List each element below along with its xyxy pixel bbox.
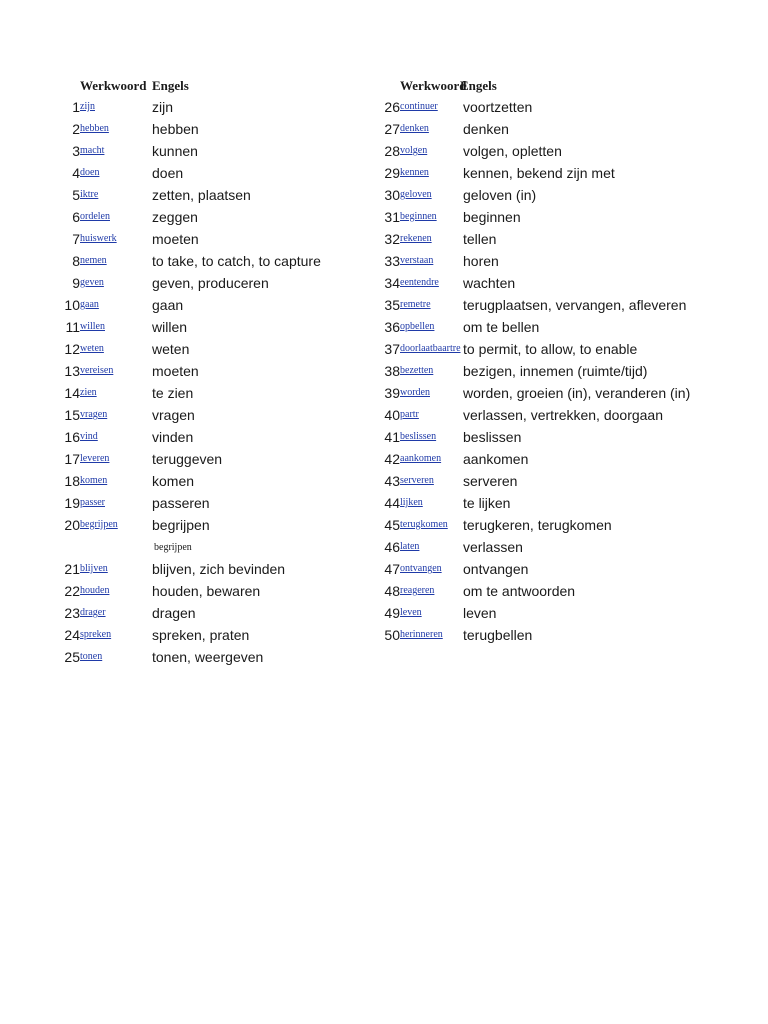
verb-link[interactable]: komen	[80, 475, 108, 486]
item-number: 35	[384, 297, 400, 313]
translation-text: geloven (in)	[463, 187, 537, 203]
translation-text: denken	[463, 121, 509, 137]
translation-text: om te bellen	[463, 319, 540, 335]
item-number: 24	[64, 627, 80, 643]
translation-text: moeten	[152, 231, 199, 247]
translation-text: spreken, praten	[152, 627, 250, 643]
item-number: 36	[384, 319, 400, 335]
header-engels: Engels	[460, 78, 497, 93]
item-number: 45	[384, 517, 400, 533]
translation-text: voortzetten	[463, 99, 533, 115]
item-number: 14	[64, 385, 80, 401]
translation-text: om te antwoorden	[463, 583, 576, 599]
verb-link[interactable]: terugkomen	[400, 519, 448, 530]
item-number: 15	[64, 407, 80, 423]
verb-link[interactable]: vind	[80, 431, 98, 442]
verb-link[interactable]: leven	[400, 607, 422, 618]
item-number: 25	[64, 649, 80, 665]
translation-text: zijn	[152, 99, 174, 115]
item-number: 28	[384, 143, 400, 159]
translation-text: to take, to catch, to capture	[152, 253, 321, 269]
translation-text: terugkeren, terugkomen	[463, 517, 612, 533]
item-number: 7	[72, 231, 80, 247]
translation-text: kennen, bekend zijn met	[463, 165, 615, 181]
verb-link[interactable]: partr	[400, 409, 419, 420]
translation-text: worden, groeien (in), veranderen (in)	[463, 385, 691, 401]
item-number: 47	[384, 561, 400, 577]
item-number: 4	[72, 165, 80, 181]
item-number: 12	[64, 341, 80, 357]
verb-link[interactable]: iktre	[80, 189, 99, 200]
verb-link[interactable]: bezetten	[400, 365, 434, 376]
item-number: 32	[384, 231, 400, 247]
verb-link[interactable]: ordelen	[80, 211, 110, 222]
verb-link[interactable]: hebben	[80, 123, 109, 134]
verb-link[interactable]: aankomen	[400, 453, 442, 464]
verb-link[interactable]: passer	[80, 497, 105, 508]
translation-text: tonen, weergeven	[152, 649, 264, 665]
translation-text: ontvangen	[463, 561, 529, 577]
verb-link[interactable]: beslissen	[400, 431, 437, 442]
item-number: 20	[64, 517, 80, 533]
verb-link[interactable]: leveren	[80, 453, 110, 464]
verb-link[interactable]: zien	[80, 387, 97, 398]
item-number: 22	[64, 583, 80, 599]
verb-link[interactable]: huiswerk	[80, 233, 117, 244]
item-number: 3	[72, 143, 80, 159]
translation-text: to permit, to allow, to enable	[463, 341, 638, 357]
item-number: 46	[384, 539, 400, 555]
verb-link[interactable]: beginnen	[400, 211, 437, 222]
item-number: 49	[384, 605, 400, 621]
verb-link[interactable]: begrijpen	[80, 519, 118, 530]
item-number: 21	[64, 561, 80, 577]
item-number: 8	[72, 253, 80, 269]
verb-link[interactable]: herinneren	[400, 629, 443, 640]
translation-text: geven, produceren	[152, 275, 269, 291]
item-number: 9	[72, 275, 80, 291]
translation-text: weten	[152, 341, 190, 357]
item-number: 6	[72, 209, 80, 225]
verb-link[interactable]: remetre	[400, 299, 431, 310]
item-number: 43	[384, 473, 400, 489]
translation-text: teruggeven	[152, 451, 223, 467]
item-number: 31	[384, 209, 400, 225]
verb-link[interactable]: eentendre	[400, 277, 439, 288]
item-number: 33	[384, 253, 400, 269]
translation-text: dragen	[152, 605, 196, 621]
item-number: 1	[72, 99, 80, 115]
translation-text: te lijken	[463, 495, 511, 511]
item-number: 41	[384, 429, 400, 445]
item-number: 29	[384, 165, 400, 181]
translation-text: horen	[463, 253, 499, 269]
verb-link[interactable]: reageren	[400, 585, 435, 596]
verb-link[interactable]: nemen	[80, 255, 107, 266]
translation-text: kunnen	[152, 143, 198, 159]
translation-text: willen	[152, 319, 188, 335]
item-number: 17	[64, 451, 80, 467]
item-number: 30	[384, 187, 400, 203]
translation-text: terugplaatsen, vervangen, afleveren	[463, 297, 687, 313]
verb-link[interactable]: gaan	[80, 299, 99, 310]
item-number: 39	[384, 385, 400, 401]
translation-text: moeten	[152, 363, 199, 379]
sub-note-text: begrijpen	[154, 542, 192, 553]
translation-text: tellen	[463, 231, 497, 247]
verb-link[interactable]: worden	[400, 387, 430, 398]
translation-text: blijven, zich bevinden	[152, 561, 286, 577]
verb-link[interactable]: continuer	[400, 101, 438, 112]
verb-link[interactable]: ontvangen	[400, 563, 442, 574]
item-number: 44	[384, 495, 400, 511]
item-number: 16	[64, 429, 80, 445]
verb-link[interactable]: kennen	[400, 167, 429, 178]
translation-text: passeren	[152, 495, 210, 511]
item-number: 38	[384, 363, 400, 379]
translation-text: gaan	[152, 297, 184, 313]
verb-link[interactable]: opbellen	[400, 321, 435, 332]
verb-link[interactable]: spreken	[80, 629, 112, 640]
translation-text: verlassen, vertrekken, doorgaan	[463, 407, 663, 423]
translation-text: volgen, opletten	[463, 143, 562, 159]
verb-link[interactable]: vragen	[80, 409, 108, 420]
verb-link[interactable]: blijven	[80, 563, 108, 574]
verb-link[interactable]: lijken	[400, 497, 423, 508]
item-number: 5	[72, 187, 80, 203]
verb-link[interactable]: geven	[80, 277, 104, 288]
item-number: 50	[384, 627, 400, 643]
translation-text: verlassen	[463, 539, 523, 555]
translation-text: wachten	[463, 275, 516, 291]
translation-text: beslissen	[463, 429, 522, 445]
item-number: 23	[64, 605, 80, 621]
item-number: 18	[64, 473, 80, 489]
item-number: 48	[384, 583, 400, 599]
verb-link[interactable]: doorlaatbaartre	[400, 343, 461, 354]
translation-text: terugbellen	[463, 627, 533, 643]
verb-link[interactable]: geloven	[400, 189, 432, 200]
translation-text: zeggen	[152, 209, 198, 225]
verb-link[interactable]: willen	[80, 321, 105, 332]
translation-text: serveren	[463, 473, 518, 489]
verb-link[interactable]: verstaan	[400, 255, 434, 266]
translation-text: hebben	[152, 121, 199, 137]
translation-text: bezigen, innemen (ruimte/tijd)	[463, 363, 648, 379]
verb-link[interactable]: tonen	[80, 651, 103, 662]
translation-text: vinden	[152, 429, 194, 445]
verb-link[interactable]: denken	[400, 123, 429, 134]
verb-link[interactable]: vereisen	[80, 365, 114, 376]
translation-text: komen	[152, 473, 195, 489]
verb-link[interactable]: weten	[80, 343, 104, 354]
header-werkwoord: Werkwoord	[400, 78, 467, 93]
verb-link[interactable]: zijn	[80, 101, 95, 112]
translation-text: te zien	[152, 385, 194, 401]
translation-text: leven	[463, 605, 497, 621]
item-number: 27	[384, 121, 400, 137]
header-werkwoord: Werkwoord	[80, 78, 147, 93]
item-number: 42	[384, 451, 400, 467]
verb-link[interactable]: laten	[400, 541, 420, 552]
item-number: 37	[384, 341, 400, 357]
translation-text: zetten, plaatsen	[152, 187, 251, 203]
item-number: 34	[384, 275, 400, 291]
item-number: 19	[64, 495, 80, 511]
translation-text: begrijpen	[152, 517, 210, 533]
header-engels: Engels	[152, 78, 189, 93]
item-number: 11	[65, 319, 80, 335]
translation-text: houden, bewaren	[152, 583, 261, 599]
item-number: 26	[384, 99, 400, 115]
item-number: 13	[64, 363, 80, 379]
verb-link[interactable]: rekenen	[400, 233, 432, 244]
translation-text: beginnen	[463, 209, 521, 225]
item-number: 40	[384, 407, 400, 423]
verb-link[interactable]: houden	[80, 585, 110, 596]
verb-link[interactable]: doen	[80, 167, 100, 178]
translation-text: doen	[152, 165, 184, 181]
translation-text: vragen	[152, 407, 195, 423]
verb-link[interactable]: serveren	[400, 475, 434, 486]
verb-link[interactable]: drager	[80, 607, 106, 618]
item-number: 2	[72, 121, 80, 137]
item-number: 10	[64, 297, 80, 313]
verb-link[interactable]: macht	[80, 145, 105, 156]
translation-text: aankomen	[463, 451, 529, 467]
verb-link[interactable]: volgen	[400, 145, 428, 156]
